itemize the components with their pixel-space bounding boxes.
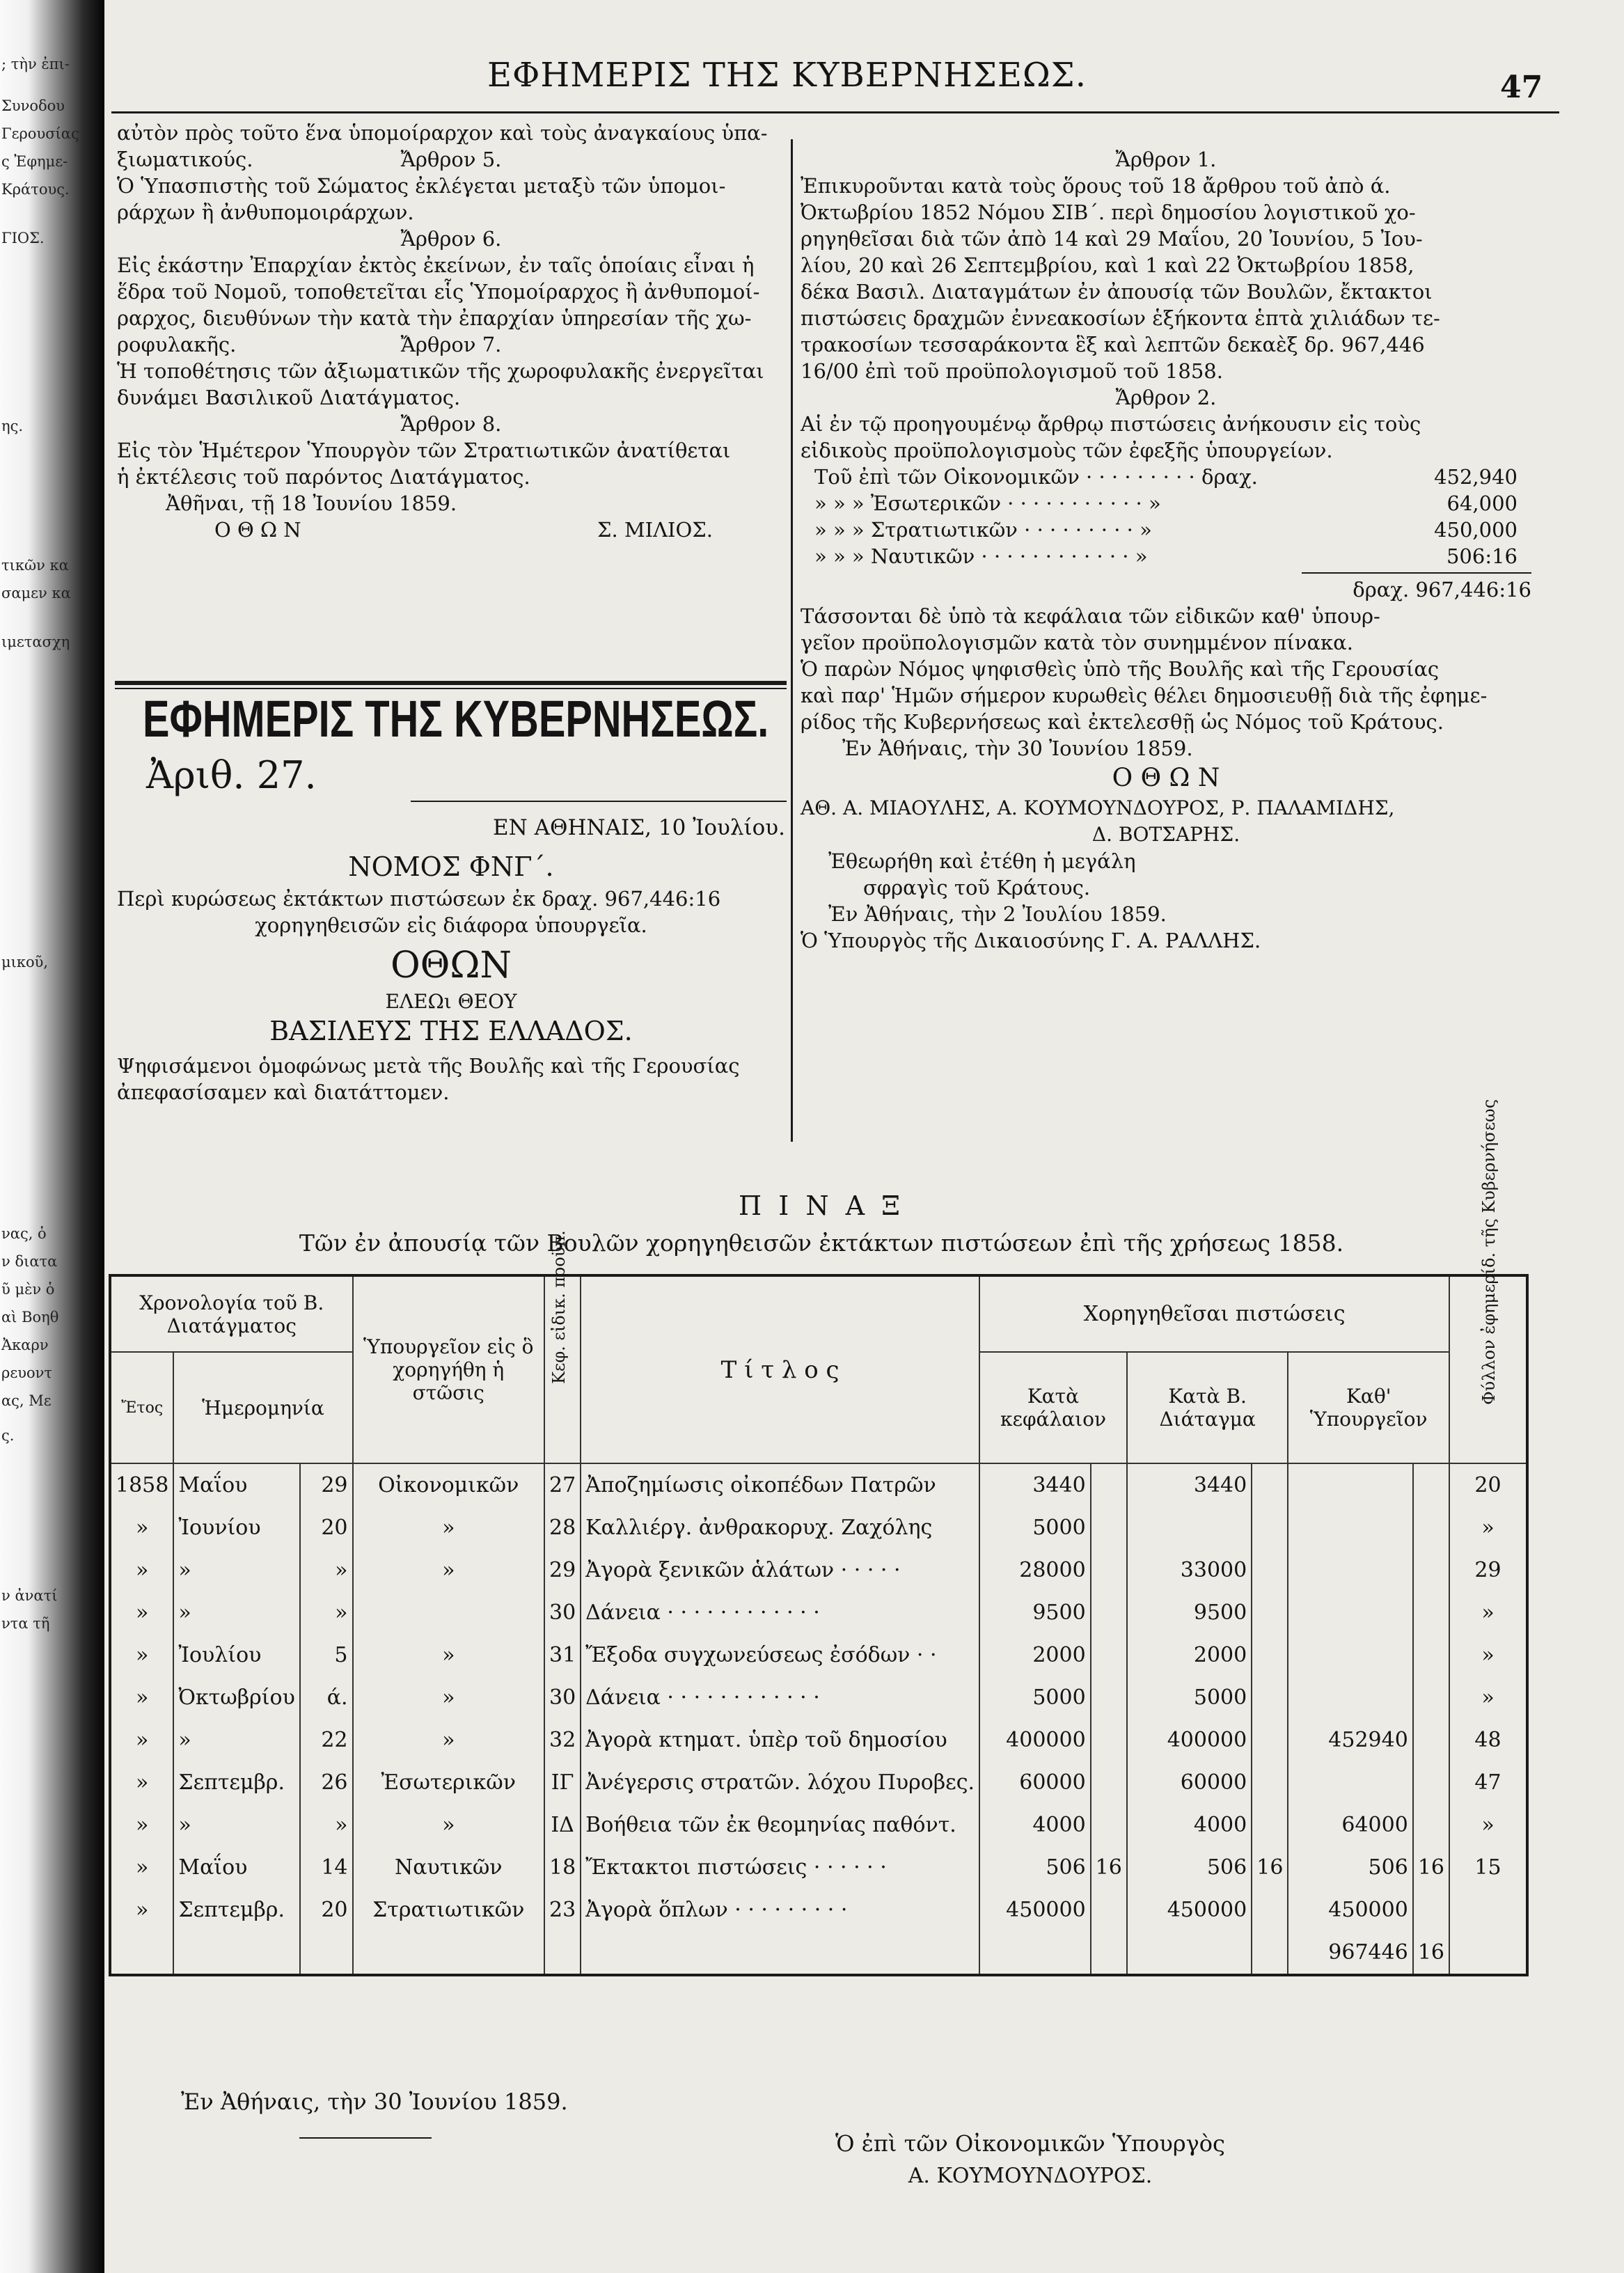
cell-cap: 5000: [979, 1507, 1091, 1549]
margin-edge-fragment: ρευοντ: [1, 1364, 53, 1381]
law-number: ΝΟΜΟΣ ΦΝΓ΄.: [348, 851, 554, 882]
cell-ministry: Οἰκονομικῶν: [353, 1463, 544, 1507]
cell-sheet: »: [1449, 1676, 1527, 1719]
article-2-line: εἰδικοὺς προϋπολογισμοὺς τῶν ἐφεξῆς ὑπουργείων.: [801, 439, 1333, 462]
cell-dec: [1127, 1507, 1252, 1549]
cell-min-l: [1413, 1804, 1449, 1846]
cell-cap-l: [1091, 1676, 1127, 1719]
table-row: [110, 1634, 1527, 1676]
cell-cap-l: [1091, 1889, 1127, 1931]
cell-ministry: [353, 1931, 544, 1975]
cell-dec: 33000: [1127, 1549, 1252, 1591]
cell-title: Καλλιέργ. ἀνθρακορυχ. Ζαχόλης: [581, 1507, 979, 1549]
cell-ch: 27: [544, 1463, 581, 1507]
article-8-heading: Ἄρθρον 8.: [400, 412, 502, 436]
cell-day: 22: [300, 1719, 353, 1761]
cell-ministry: »: [353, 1676, 544, 1719]
cell-dec-l: [1252, 1804, 1288, 1846]
ministry-name: » » » Ἐσωτερικῶν · · · · · · · · · · · »: [814, 491, 1161, 515]
king-signature: Ο Θ Ω Ν: [214, 518, 301, 542]
cell-month: Μαΐου: [173, 1846, 299, 1889]
cell-month: »: [173, 1591, 299, 1634]
cell-year: »: [110, 1676, 173, 1719]
right-column: Ἄρθρον 1. Ἐπικυροῦνται κατὰ τοὺς ὅρους τοῦ 18 ἄρθρου τοῦ ἀπὸ ά. Ὀκτωβρίου 1852 Νόμου ΣΙΒ΄. περὶ δημοσίου λογιστικοῦ χο- ρηγηθεῖσαι διὰ τῶν ἀπὸ 14 καὶ 29 Μαΐου, 20 Ἰουνίου, 5 Ἰου- λίου, 20 καὶ 26 Σεπτεμβρίου, καὶ 1 καὶ 22 Ὀκτωβρίου 1858, δέκα Βασιλ. Διαταγμάτων ἐν ἀπουσίᾳ τῶν Βουλῶν, ἔκτακτοι πιστώσεις δραχμῶν ἐννεακοσίων ἑξήκοντα ἑπτὰ χιλιάδων τε- τρακοσίων τεσσαράκοντα ἓξ καὶ λεπτῶν δεκαὲξ δρ. 967,446 16/00 ἐπὶ τοῦ προϋπολογισμοῦ τοῦ 1858. Ἄρθρον 2. Αἱ ἐν τῷ προηγουμένῳ ἄρθρῳ πιστώσεις ἀνήκουσιν εἰς τοὺς εἰδικοὺς προϋπολογισμοὺς τῶν ἐφεξῆς ὑπουργείων. Τοῦ ἐπὶ τῶν Οἰκονομικῶν · · · · · · · · · δραχ. 452,940 » » » Ἐσωτερικῶν · · · · · · · · · · · » 64,000 » » » Στρατιωτικῶν · · · · · · · · · » 450,000 » » » Ναυτικῶν · · · · · · · · · · · · » 506:16 δραχ. 967,446:16 Τάσσονται δὲ ὑπὸ τὰ κεφάλαια τῶν εἰδικῶν καθ' ὑπουρ- γεῖον προϋπολογισμῶν κατὰ τὸν συνημμένον πίνακα. Ὁ παρὼν Νόμος ψηφισθεὶς ὑπὸ τῆς Βουλῆς καὶ τῆς Γερουσίας καὶ παρ' Ἡμῶν σήμερον κυρωθεὶς θέλει δημοσιευθῇ διὰ τῆς ἐφημε- ρίδος τῆς Κυβερνήσεως καὶ ἐκτελεσθῇ ὡς Νόμος τοῦ Κράτους. Ἐν Ἀθήναις, τὴν 30 Ἰουνίου 1859. Ο Θ Ω Ν ΑΘ. Α. ΜΙΑΟΥΛΗΣ, Α. ΚΟΥΜΟΥΝΔΟΥΡΟΣ, Ρ. ΠΑΛΑΜΙΔΗΣ, Δ. ΒΟΤΣΑΡΗΣ. Ἐθεωρήθη καὶ ἐτέθη ἡ μεγάλη σφραγὶς τοῦ Κράτους. Ἐν Ἀθήναις, τὴν 2 Ἰουλίου 1859. Ὁ Ὑπουργὸς τῆς Δικαιοσύνης Γ. Α. ΡΑΛΛΗΣ.: [801, 148, 1531, 952]
closing-line: Τάσσονται δὲ ὑπὸ τὰ κεφάλαια τῶν εἰδικῶν καθ' ὑπουρ-: [801, 604, 1380, 628]
cell-cap-l: [1091, 1591, 1127, 1634]
ministry-name: Τοῦ ἐπὶ τῶν Οἰκονομικῶν · · · · · · · · · δραχ.: [814, 465, 1258, 489]
cell-min: [1288, 1761, 1412, 1804]
place-date: ΕΝ ΑΘΗΝΑΙΣ, 10 Ἰουλίου.: [493, 815, 785, 840]
cell-ch: 28: [544, 1507, 581, 1549]
margin-edge-fragment: ῦ μὲν ὁ: [1, 1281, 55, 1298]
cell-min: 450000: [1288, 1889, 1412, 1931]
cell-title: Ἀγορὰ ξενικῶν ἁλάτων · · · · ·: [581, 1549, 979, 1591]
cell-cap: 5000: [979, 1676, 1091, 1719]
cell-dec-l: [1252, 1676, 1288, 1719]
article-5-heading: Ἄρθρον 5.: [400, 148, 502, 171]
margin-edge-fragment: ντα τῆ: [1, 1615, 50, 1632]
cell-dec: 5000: [1127, 1676, 1252, 1719]
margin-edge-fragment: ς.: [1, 1427, 15, 1444]
cell-title: Ἔξοδα συγχωνεύσεως ἐσόδων · ·: [581, 1634, 979, 1676]
cell-min-l: [1413, 1676, 1449, 1719]
cell-sheet: 47: [1449, 1761, 1527, 1804]
cell-month: Ἰουλίου: [173, 1634, 299, 1676]
cell-sheet: »: [1449, 1507, 1527, 1549]
cell-cap: 2000: [979, 1634, 1091, 1676]
margin-edge-fragment: ς Ἐφημε-: [1, 153, 68, 170]
cell-cap-l: [1091, 1931, 1127, 1975]
cell-ch: 29: [544, 1549, 581, 1591]
cell-min: [1288, 1591, 1412, 1634]
cell-ch: ΙΓ: [544, 1761, 581, 1804]
cell-title: Βοήθεια τῶν ἐκ θεομηνίας παθόντ.: [581, 1804, 979, 1846]
cell-year: »: [110, 1846, 173, 1889]
table-row: [110, 1507, 1527, 1549]
cell-cap-l: [1091, 1804, 1127, 1846]
cell-day: [300, 1931, 353, 1975]
margin-edge-fragment: ας, Με: [1, 1392, 52, 1409]
cell-dec: 9500: [1127, 1591, 1252, 1634]
cell-min-l: [1413, 1761, 1449, 1804]
cell-min-l: [1413, 1463, 1449, 1507]
cell-ch: 23: [544, 1889, 581, 1931]
table-row: [110, 1676, 1527, 1719]
cell-dec: 3440: [1127, 1463, 1252, 1507]
cell-cap: 506: [979, 1846, 1091, 1889]
cell-dec: 506: [1127, 1846, 1252, 1889]
cell-day: 20: [300, 1507, 353, 1549]
cell-sheet: [1449, 1889, 1527, 1931]
cell-sheet: »: [1449, 1804, 1527, 1846]
cell-min-l: [1413, 1889, 1449, 1931]
cell-min: [1288, 1549, 1412, 1591]
cell-cap: 3440: [979, 1463, 1091, 1507]
cell-ministry: »: [353, 1549, 544, 1591]
cell-cap-l: [1091, 1507, 1127, 1549]
margin-edge-fragment: Γερουσίας: [1, 125, 79, 142]
margin-edge-fragment: Συνοδου: [1, 97, 65, 114]
article-7-heading: Ἄρθρον 7.: [400, 333, 502, 356]
ministry-name: » » » Στρατιωτικῶν · · · · · · · · · »: [814, 518, 1152, 542]
king-name: ΟΘΩΝ: [391, 945, 512, 986]
cell-day: 14: [300, 1846, 353, 1889]
cell-dec-l: [1252, 1507, 1288, 1549]
ministry-amount: 450,000: [1434, 518, 1517, 542]
cell-sheet: [1449, 1931, 1527, 1975]
ministry-row: [801, 464, 1531, 490]
article-1-line: τρακοσίων τεσσαράκοντα ἓξ καὶ λεπτῶν δεκαὲξ δρ. 967,446: [801, 333, 1425, 356]
cell-min: [1288, 1634, 1412, 1676]
cell-ministry: »: [353, 1719, 544, 1761]
cell-day: ά.: [300, 1676, 353, 1719]
margin-edge-fragment: ιμετασχη: [1, 634, 70, 650]
cell-cap-l: [1091, 1761, 1127, 1804]
ministry-name: » » » Ναυτικῶν · · · · · · · · · · · · »: [814, 544, 1148, 568]
article-1-line: δέκα Βασιλ. Διαταγμάτων ἐν ἀπουσίᾳ τῶν Βουλῶν, ἔκτακτοι: [801, 280, 1433, 304]
cell-cap-l: [1091, 1549, 1127, 1591]
cell-ministry: [353, 1591, 544, 1634]
cell-cap-l: [1091, 1634, 1127, 1676]
closing-line: Ὁ παρὼν Νόμος ψηφισθεὶς ὑπὸ τῆς Βουλῆς καὶ τῆς Γερουσίας: [801, 657, 1440, 681]
cell-title: [581, 1931, 979, 1975]
cell-month: Σεπτεμβρ.: [173, 1889, 299, 1931]
cell-dec: 450000: [1127, 1889, 1252, 1931]
cell-title: Ἀνέγερσις στρατῶν. λόχου Πυροβες.: [581, 1761, 979, 1804]
cell-dec: [1127, 1931, 1252, 1975]
margin-edge-fragment: Κράτους.: [1, 181, 70, 198]
margin-edge-fragment: ν ἀνατί: [1, 1587, 58, 1604]
cell-sheet: 15: [1449, 1846, 1527, 1889]
margin-edge-text: [0, 0, 104, 2273]
cell-sheet: 29: [1449, 1549, 1527, 1591]
cell-ministry: Ἐσωτερικῶν: [353, 1761, 544, 1804]
table-footer-sign1: Ὁ ἐπὶ τῶν Οἰκονομικῶν Ὑπουργὸς: [835, 2130, 1225, 2157]
cell-month: Ἰουνίου: [173, 1507, 299, 1549]
cell-title: Δάνεια · · · · · · · · · · · ·: [581, 1591, 979, 1634]
masthead-top-rule: [115, 681, 787, 685]
cell-year: »: [110, 1804, 173, 1846]
cell-cap: 400000: [979, 1719, 1091, 1761]
cell-year: 1858: [110, 1463, 173, 1507]
cell-min-l: [1413, 1549, 1449, 1591]
cell-year: »: [110, 1507, 173, 1549]
ministry-amount: 64,000: [1446, 491, 1517, 515]
table-footer-date: Ἐν Ἀθήναις, τὴν 30 Ἰουνίου 1859.: [181, 2089, 568, 2115]
table-row: [110, 1463, 1527, 1507]
cell-min-l: [1413, 1719, 1449, 1761]
cell-year: »: [110, 1634, 173, 1676]
article-1-line: λίου, 20 καὶ 26 Σεπτεμβρίου, καὶ 1 καὶ 22 Ὀκτωβρίου 1858,: [801, 253, 1414, 277]
cell-ch: 32: [544, 1719, 581, 1761]
cell-min-l: [1413, 1507, 1449, 1549]
article-6-heading: Ἄρθρον 6.: [400, 227, 502, 251]
cell-min-l: [1413, 1634, 1449, 1676]
ministry-row: [801, 543, 1531, 569]
cell-dec-l: [1252, 1761, 1288, 1804]
page-header-title: ΕΦΗΜΕΡΙΣ ΤΗΣ ΚΥΒΕΡΝΗΣΕΩΣ.: [487, 56, 1087, 95]
cell-cap-l: [1091, 1463, 1127, 1507]
cell-day: 26: [300, 1761, 353, 1804]
cell-ch: 30: [544, 1591, 581, 1634]
left-column-top: αὐτὸν πρὸς τοῦτο ἕνα ὑπομοίραρχον καὶ τοὺς ἀναγκαίους ὑπα- ξιωματικούς. Ἄρθρον 5. Ὁ Ὑπασπιστὴς τοῦ Σώματος ἐκλέγεται μεταξὺ τῶν ὑπομοι- ράρχων ἢ ἀνθυπομοιράρχων. Ἄρθρον 6. Εἰς ἑκάστην Ἐπαρχίαν ἐκτὸς ἐκείνων, ἐν ταῖς ὁποίαις εἶναι ἡ ἕδρα τοῦ Νομοῦ, τοποθετεῖται εἷς Ὑπομοίραρχος ἢ ἀνθυπομοί- ραρχος, διευθύνων τὴν κατὰ τὴν ἐπαρχίαν ὑπηρεσίαν τῆς χω- ροφυλακῆς. Ἄρθρον 7. Ἡ τοποθέτησις τῶν ἀξιωματικῶν τῆς χωροφυλακῆς ἐνεργεῖται δυνάμει Βασιλικοῦ Διατάγματος. Ἄρθρον 8. Εἰς τὸν Ἡμέτερον Ὑπουργὸν τῶν Στρατιωτικῶν ἀνατίθεται ἡ ἐκτέλεσις τοῦ παρόντος Διατάγματος. Ἀθῆναι, τῇ 18 Ἰουνίου 1859. Ο Θ Ω Ν Σ. ΜΙΛΙΟΣ.: [117, 120, 785, 543]
cell-month: Σεπτεμβρ.: [173, 1761, 299, 1804]
cell-dec-l: [1252, 1931, 1288, 1975]
cell-ch: 18: [544, 1846, 581, 1889]
cell-year: »: [110, 1719, 173, 1761]
margin-edge-fragment: σαμεν κα: [1, 585, 71, 601]
table-row: [110, 1719, 1527, 1761]
table-footer-sign2: Α. ΚΟΥΜΟΥΝΔΟΥΡΟΣ.: [908, 2164, 1153, 2188]
cell-cap: 9500: [979, 1591, 1091, 1634]
cell-cap: 60000: [979, 1761, 1091, 1804]
cell-cap-l: 16: [1091, 1846, 1127, 1889]
cell-dec-l: [1252, 1549, 1288, 1591]
cell-sheet: 20: [1449, 1463, 1527, 1507]
cell-dec-l: [1252, 1719, 1288, 1761]
header-rule: [111, 111, 1559, 113]
article-1-heading: Ἄρθρον 1.: [1115, 148, 1217, 171]
cell-day: »: [300, 1549, 353, 1591]
cell-min-l: 16: [1413, 1846, 1449, 1889]
cell-sheet: 48: [1449, 1719, 1527, 1761]
cell-month: Ὀκτωβρίου: [173, 1676, 299, 1719]
table-row: [110, 1549, 1527, 1591]
cell-ministry: »: [353, 1804, 544, 1846]
closing-line: γεῖον προϋπολογισμῶν κατὰ τὸν συνημμένον πίνακα.: [801, 631, 1353, 654]
cell-year: »: [110, 1549, 173, 1591]
cell-min-l: 16: [1413, 1931, 1449, 1975]
column-divider: [791, 139, 793, 1142]
cell-cap-l: [1091, 1719, 1127, 1761]
cell-ch: [544, 1931, 581, 1975]
page-number: 47: [1500, 70, 1543, 105]
cell-day: 20: [300, 1889, 353, 1931]
cell-title: Ἀγορὰ ὅπλων · · · · · · · · ·: [581, 1889, 979, 1931]
closing-line: καὶ παρ' Ἡμῶν σήμερον κυρωθεὶς θέλει δημοσιευθῇ διὰ τῆς ἐφημε-: [801, 684, 1488, 707]
margin-edge-fragment: ν διατα: [1, 1253, 58, 1270]
cell-min: 506: [1288, 1846, 1412, 1889]
cell-month: [173, 1931, 299, 1975]
cell-min: 64000: [1288, 1804, 1412, 1846]
margin-edge-fragment: ης.: [1, 418, 24, 434]
minister-signature: Σ. ΜΙΛΙΟΣ.: [597, 518, 713, 542]
cell-min: [1288, 1463, 1412, 1507]
cell-dec: 60000: [1127, 1761, 1252, 1804]
cell-month: »: [173, 1719, 299, 1761]
cell-ministry: Στρατιωτικῶν: [353, 1889, 544, 1931]
cell-min: [1288, 1507, 1412, 1549]
cell-min: 452940: [1288, 1719, 1412, 1761]
table-row: [110, 1804, 1527, 1846]
article-2-line: Αἱ ἐν τῷ προηγουμένῳ ἄρθρῳ πιστώσεις ἀνήκουσιν εἰς τοὺς: [801, 412, 1421, 436]
law-header: ΕΝ ΑΘΗΝΑΙΣ, 10 Ἰουλίου. ΝΟΜΟΣ ΦΝΓ΄. Περὶ κυρώσεως ἐκτάκτων πιστώσεων ἐκ δραχ. 967,446:16 χορηγηθεισῶν εἰς διάφορα ὑπουργεῖα. ΟΘΩΝ ΕΛΕΩι ΘΕΟΥ ΒΑΣΙΛΕΥΣ ΤΗΣ ΕΛΛΑΔΟΣ. Ψηφισάμενοι ὁμοφώνως μετὰ τῆς Βουλῆς καὶ τῆς Γερουσίας ἀπεφασίσαμεν καὶ διατάττομεν.: [117, 815, 785, 1104]
cell-month: »: [173, 1549, 299, 1591]
cell-month: »: [173, 1804, 299, 1846]
ministry-row: [801, 490, 1531, 517]
article-1-line: Ὀκτωβρίου 1852 Νόμου ΣΙΒ΄. περὶ δημοσίου λογιστικοῦ χο-: [801, 200, 1416, 224]
cell-title: Ἀγορὰ κτηματ. ὑπὲρ τοῦ δημοσίου: [581, 1719, 979, 1761]
king-signature-right: Ο Θ Ω Ν: [1112, 764, 1220, 792]
cell-ministry: »: [353, 1634, 544, 1676]
cell-sheet: »: [1449, 1634, 1527, 1676]
article-1-line: ρηγηθεῖσαι διὰ τῶν ἀπὸ 14 καὶ 29 Μαΐου, 20 Ἰουνίου, 5 Ἰου-: [801, 227, 1423, 251]
table-row: [110, 1889, 1527, 1931]
margin-edge-fragment: τικῶν κα: [1, 557, 69, 574]
masthead-title: ΕΦΗΜΕΡΙΣ ΤΗΣ ΚΥΒΕΡΝΗΣΕΩΣ.: [143, 690, 769, 748]
cell-min-l: [1413, 1591, 1449, 1634]
table-title: Π Ι Ν Α Ξ: [739, 1190, 904, 1221]
cell-ministry: »: [353, 1507, 544, 1549]
cell-dec-l: 16: [1252, 1846, 1288, 1889]
cell-title: Ἀποζημίωσις οἰκοπέδων Πατρῶν: [581, 1463, 979, 1507]
cell-cap: 28000: [979, 1549, 1091, 1591]
ministry-amount: 452,940: [1434, 465, 1517, 489]
cell-day: 29: [300, 1463, 353, 1507]
cell-dec-l: [1252, 1591, 1288, 1634]
table-row: [110, 1591, 1527, 1634]
margin-edge-fragment: ; τὴν ἐπι-: [1, 56, 70, 72]
cell-year: »: [110, 1761, 173, 1804]
table-row: [110, 1846, 1527, 1889]
cell-ch: 30: [544, 1676, 581, 1719]
credits-table: Χρονολογία τοῦ Β. Διατάγματος Ὑπουργεῖον εἰς ὃ χορηγήθη ἡ στῶσις Κεφ. εἰδικ. προϋπ. Τ ί τ λ ο ς Χορηγηθεῖσαι πιστώσεις Ἔτος Ἡμερομηνία Κατὰ κεφάλαιον Κατὰ Β. Διάταγμα Καθ' Ὑπουργεῖον 1858 Μαΐου 29 Οἰκονομικῶν 27 Ἀποζημίωσις οἰκοπέδων Πατρῶν 3440 3440 20 » Ἰουνίου 20 » 28 Καλλιέργ. ἀνθρακορυχ. Ζαχόλης 5000 » » » » » 29 Ἀγορὰ ξενικῶν ἁλάτων · · · · · 28000 33000 29 » » » 30 Δάνεια · · · · · · · · · · · · 9500 9500 » » Ἰουλίου 5 » 31 Ἔξοδα συγχωνεύσεως ἐσόδων · · 2000 2000 » » Ὀκτωβρίου ά. » 30 Δάνεια · · · · · · · · · · · · 5000 5000 » » » 22 » 32 Ἀγορὰ κτηματ. ὑπὲρ τοῦ δημοσίου 400000 400000 452940 48 » Σεπτεμβρ. 26 Ἐσωτερικῶν ΙΓ Ἀνέγερσις στρατῶν. λόχου Πυροβες. 60000 60000 47 » » » » ΙΔ Βοήθεια τῶν ἐκ θεομηνίας παθόντ. 4000 4000 64000 » » Μαΐου 14 Ναυτικῶν 18 Ἔκτακτοι πιστώσεις · · · · · · 506 16 506 16 506 16 15 » Σεπτεμβρ. 20 Στρατιωτικῶν 23 Ἀγορὰ ὅπλων · · · · · · · · · 450000 450000 450000 967446 16: [109, 1274, 1529, 1976]
cell-day: »: [300, 1804, 353, 1846]
table-row: [110, 1931, 1527, 1975]
cell-min: 967446: [1288, 1931, 1412, 1975]
closing-line: ρίδος τῆς Κυβερνήσεως καὶ ἐκτελεσθῇ ὡς Νόμος τοῦ Κράτους.: [801, 710, 1444, 734]
cell-day: 5: [300, 1634, 353, 1676]
cell-ch: 31: [544, 1634, 581, 1676]
cell-title: Δάνεια · · · · · · · · · · · ·: [581, 1676, 979, 1719]
table-row: [110, 1761, 1527, 1804]
cell-ministry: Ναυτικῶν: [353, 1846, 544, 1889]
cell-year: »: [110, 1591, 173, 1634]
article-1-line: πιστώσεις δραχμῶν ἐννεακοσίων ἑξήκοντα ἑπτὰ χιλιάδων τε-: [801, 306, 1440, 330]
cell-dec: 2000: [1127, 1634, 1252, 1676]
issue-number: Ἀριθ. 27.: [146, 753, 317, 797]
cell-ch: ΙΔ: [544, 1804, 581, 1846]
margin-edge-fragment: νας, ὁ: [1, 1225, 47, 1242]
article-2-heading: Ἄρθρον 2.: [1115, 386, 1217, 409]
cell-sheet: »: [1449, 1591, 1527, 1634]
table-subtitle: Τῶν ἐν ἀπουσίᾳ τῶν Βουλῶν χορηγηθεισῶν ἐκτάκτων πιστώσεων ἐπὶ τῆς χρήσεως 1858.: [299, 1229, 1344, 1257]
total-amount: δραχ. 967,446:16: [1353, 578, 1531, 601]
cell-dec: 400000: [1127, 1719, 1252, 1761]
cell-month: Μαΐου: [173, 1463, 299, 1507]
cell-year: [110, 1931, 173, 1975]
margin-edge-fragment: ΓΙΟΣ.: [1, 230, 45, 246]
cell-day: »: [300, 1591, 353, 1634]
cell-dec: 4000: [1127, 1804, 1252, 1846]
cell-cap: [979, 1931, 1091, 1975]
margin-edge-fragment: μικοῦ,: [1, 954, 49, 970]
cell-dec-l: [1252, 1463, 1288, 1507]
cell-title: Ἔκτακτοι πιστώσεις · · · · · ·: [581, 1846, 979, 1889]
cell-cap: 450000: [979, 1889, 1091, 1931]
cell-year: »: [110, 1889, 173, 1931]
margin-edge-fragment: αὶ Βοηθ: [1, 1309, 59, 1326]
cell-dec-l: [1252, 1889, 1288, 1931]
article-1-line: 16/00 ἐπὶ τοῦ προϋπολογισμοῦ τοῦ 1858.: [801, 359, 1223, 383]
margin-edge-fragment: Ἀκαρν: [1, 1337, 49, 1353]
article-1-line: Ἐπικυροῦνται κατὰ τοὺς ὅρους τοῦ 18 ἄρθρου τοῦ ἀπὸ ά.: [801, 174, 1391, 198]
cell-dec-l: [1252, 1634, 1288, 1676]
cell-min: [1288, 1676, 1412, 1719]
ministry-amount: 506:16: [1446, 544, 1517, 568]
ministry-row: [801, 517, 1531, 543]
cell-cap: 4000: [979, 1804, 1091, 1846]
